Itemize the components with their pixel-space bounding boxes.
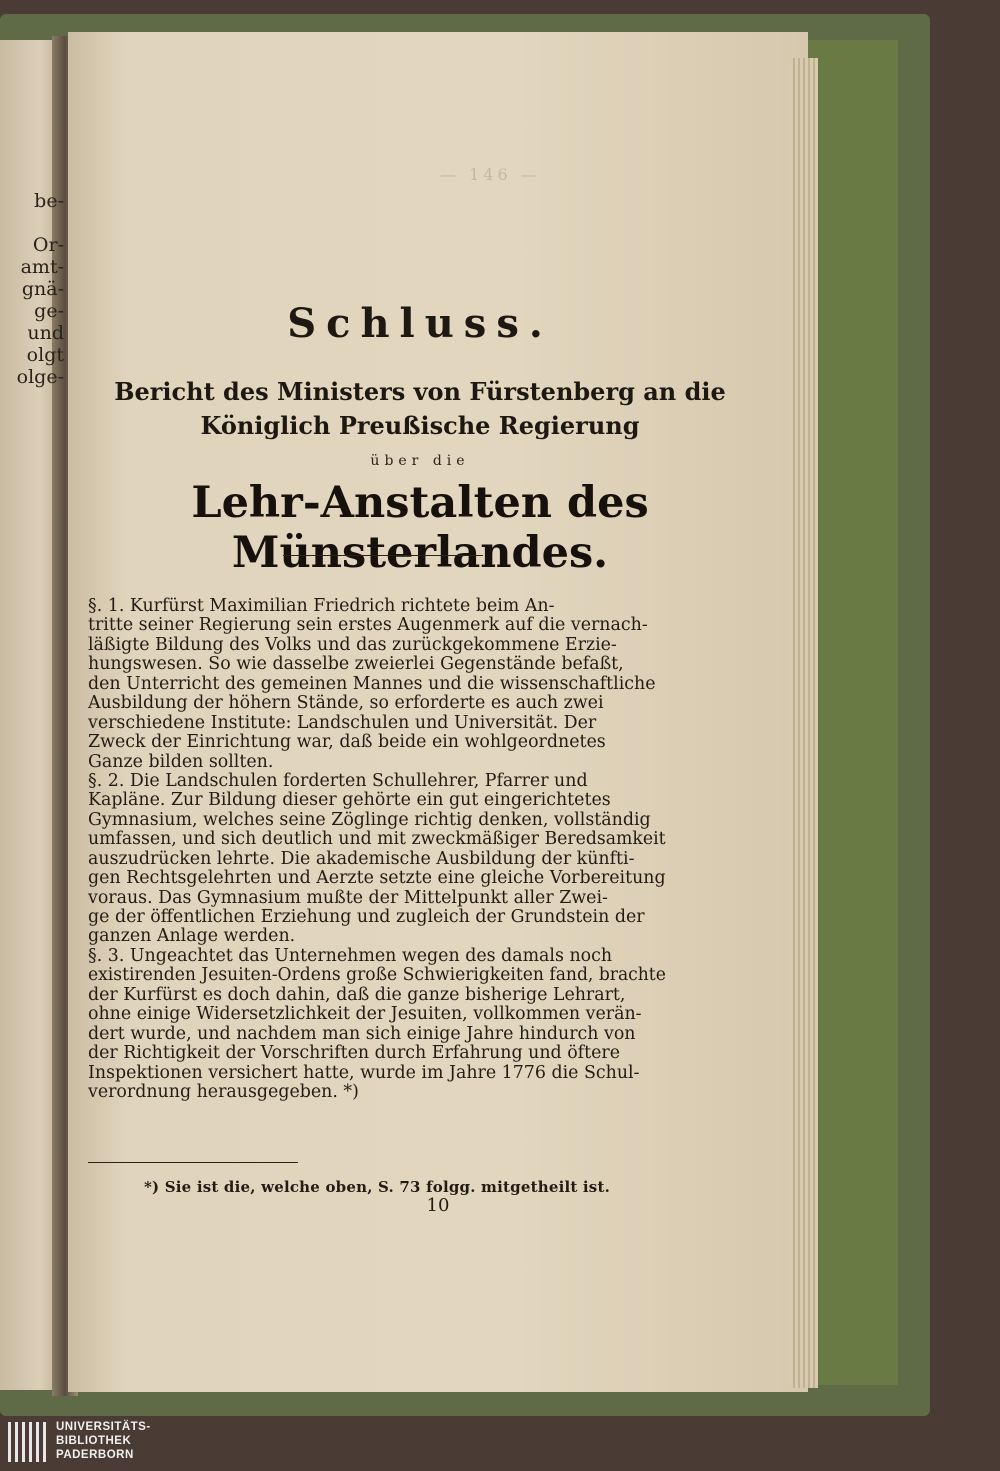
body-line: Kapläne. Zur Bildung dieser gehörte ein gut eingerichtetes: [88, 790, 611, 811]
signature-mark: 10: [426, 1195, 450, 1216]
body-line: der Kurfürst es doch dahin, daß die ganze bisherige Lehrart,: [88, 984, 626, 1005]
body-line: Inspektionen versichert hatte, wurde im Jahre 1776 die Schul-: [88, 1062, 640, 1083]
logo-line: BIBLIOTHEK: [56, 1435, 132, 1447]
left-page-text: [0, 190, 64, 388]
left-fragment: be-: [34, 190, 64, 212]
body-line: voraus. Das Gymnasium mußte der Mittelpunkt aller Zwei-: [88, 887, 608, 908]
body-text: [88, 597, 666, 1102]
logo-text: [56, 1420, 151, 1462]
body-line: verordnung herausgegeben. *): [88, 1081, 359, 1102]
subtitle-line: Bericht des Ministers von Fürstenberg an die: [114, 377, 726, 406]
logo-line: UNIVERSITÄTS-: [56, 1421, 151, 1433]
body-line: Ganze bilden sollten.: [88, 751, 274, 772]
main-title: Lehr-Anstalten des Münsterlandes.: [191, 478, 649, 578]
body-line: tritte seiner Regierung sein erstes Augenmerk auf die vernach-: [88, 615, 648, 636]
body-line: umfassen, und sich deutlich und mit zweckmäßiger Beredsamkeit: [88, 829, 666, 850]
logo-line: PADERBORN: [56, 1449, 134, 1461]
body-line: §. 2. Die Landschulen forderten Schullehrer, Pfarrer und: [88, 770, 588, 791]
body-line: auszudrücken lehrte. Die akademische Ausbildung der künfti-: [88, 848, 635, 869]
footnote-divider: [88, 1162, 298, 1163]
library-logo: [6, 1418, 246, 1466]
left-fragment: gnä-: [21, 278, 64, 300]
left-fragment: amt-: [20, 256, 64, 278]
body-line: existirenden Jesuiten-Ordens große Schwierigkeiten fand, brachte: [88, 965, 666, 986]
bleed-through-page-number: — 146 —: [440, 165, 541, 184]
logo-bars-icon: [6, 1422, 50, 1462]
body-line: dert wurde, und nachdem man sich einige Jahre hindurch von: [88, 1023, 636, 1044]
body-line: Gymnasium, welches seine Zöglinge richtig denken, vollständig: [88, 809, 651, 830]
left-fragment: und: [27, 322, 64, 344]
body-line: ohne einige Widersetzlichkeit der Jesuiten, vollkommen verän-: [88, 1004, 642, 1025]
body-line: ge der öffentlichen Erziehung und zugleich der Grundstein der: [88, 907, 645, 927]
body-line: Ausbildung der höhern Stände, so erforderte es auch zwei: [88, 693, 604, 714]
body-line: Zweck der Einrichtung war, daß beide ein wohlgeordnetes: [88, 732, 606, 753]
body-line: der Richtigkeit der Vorschriften durch Erfahrung und öftere: [88, 1043, 621, 1064]
title-divider: [283, 555, 483, 556]
body-line: gen Rechtsgelehrten und Aerzte setzte eine gleiche Vorbereitung: [88, 868, 666, 889]
left-fragment: ge-: [34, 300, 64, 322]
connector-text: über die: [370, 453, 470, 469]
body-line: verschiedene Institute: Landschulen und Universität. Der: [88, 712, 597, 733]
body-line: ganzen Anlage werden.: [88, 926, 296, 947]
chapter-subtitle: [90, 375, 750, 443]
chapter-title: Schluss.: [287, 300, 553, 347]
body-line: §. 1. Kurfürst Maximilian Friedrich richtete beim An-: [88, 596, 555, 616]
body-line: hungswesen. So wie dasselbe zweierlei Gegenstände befaßt,: [88, 654, 624, 675]
body-line: läßigte Bildung des Volks und das zurückgekommene Erzie-: [88, 634, 617, 655]
subtitle-line: Königlich Preußische Regierung: [200, 411, 640, 440]
left-fragment: olge-: [16, 366, 64, 388]
body-line: §. 3. Ungeachtet das Unternehmen wegen des damals noch: [88, 945, 613, 966]
footnote: *) Sie ist die, welche oben, S. 73 folgg. mitgetheilt ist.: [143, 1178, 611, 1196]
body-line: den Unterricht des gemeinen Mannes und die wissenschaftliche: [88, 673, 656, 694]
left-fragment: olgt: [26, 344, 64, 366]
left-fragment: [0, 212, 64, 234]
left-fragment: Or-: [32, 234, 64, 256]
page-stack-edge: [790, 58, 818, 1388]
